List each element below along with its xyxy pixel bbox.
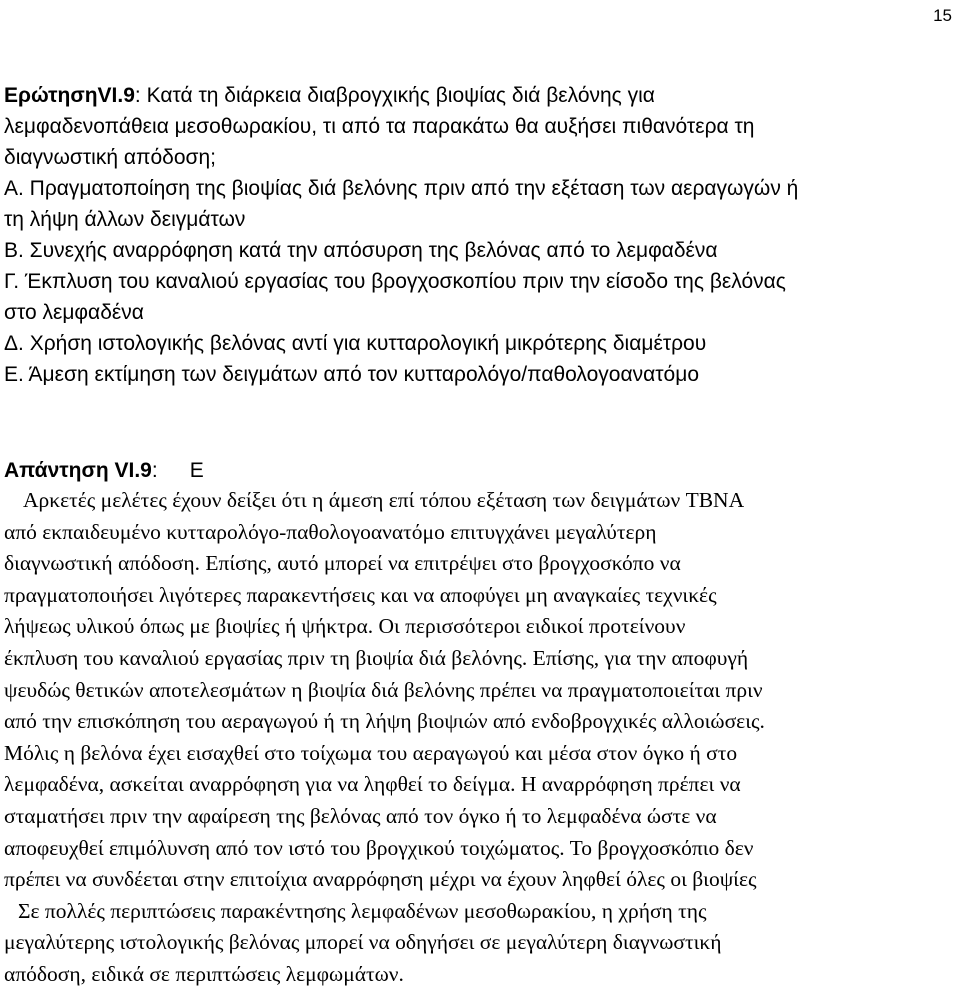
- option-d: Δ. Χρήση ιστολογικής βελόνας αντί για κυτταρολογική μικρότερης διαμέτρου: [4, 332, 707, 355]
- explanation-line: πραγματοποιήσει λιγότερες παρακεντήσεις και να αποφύγει μη αναγκαίες τεχνικές: [4, 582, 717, 607]
- option-a: Α. Πραγματοποίηση της βιοψίας διά βελόνης πριν από την εξέταση των αεραγωγών ή: [4, 177, 799, 200]
- explanation-line: Μόλις η βελόνα έχει εισαχθεί στο τοίχωμα του αεραγωγού και μέσα στον όγκο ή στο: [4, 740, 738, 765]
- explanation-line: λεμφαδένα, ασκείται αναρρόφηση για να ληφθεί το δείγμα. Η αναρρόφηση πρέπει να: [4, 772, 741, 797]
- explanation-line: από εκπαιδευμένο κυτταρολόγο-παθολογοανατόμο επιτυγχάνει μεγαλύτερη: [4, 519, 657, 544]
- explanation-line: μεγαλύτερης ιστολογικής βελόνας μπορεί να οδηγήσει σε μεγαλύτερη διαγνωστική: [4, 930, 722, 955]
- option-a-continued: τη λήψη άλλων δειγμάτων: [4, 208, 246, 231]
- explanation-line: ψευδώς θετικών αποτελεσμάτων η βιοψία διά βελόνης πρέπει να πραγματοποιείται πριν: [4, 677, 763, 702]
- page-number: 15: [933, 6, 952, 25]
- explanation-line: αποφευχθεί επιμόλυνση από τον ιστό του βρογχικού τοιχώματος. Το βρογχοσκόπιο δεν: [4, 835, 754, 860]
- explanation-line: από την επισκόπηση του αεραγωγού ή τη λήψη βιοψιών από ενδοβρογχικές αλλοιώσεις.: [4, 709, 765, 734]
- explanation-line: σταματήσει πριν την αφαίρεση της βελόνας από τον όγκο ή το λεμφαδένα ώστε να: [4, 803, 717, 828]
- question-separator: :: [134, 84, 147, 107]
- option-c-continued: στο λεμφαδένα: [4, 301, 144, 324]
- question-line-3: διαγνωστική απόδοση;: [4, 146, 216, 169]
- question: [4, 80, 946, 173]
- answer-label: Απάντηση VI.9: [4, 459, 152, 482]
- question-line-1: [4, 80, 946, 111]
- answer-colon: :: [151, 459, 158, 482]
- answer-letter: Ε: [189, 459, 204, 482]
- question-label: ΕρώτησηVI.9: [4, 84, 135, 107]
- explanation-line: απόδοση, ειδικά σε περιπτώσεις λεμφωμάτων.: [4, 961, 404, 986]
- explanation-line: λήψεως υλικού όπως με βιοψίες ή ψήκτρα. Οι περισσότεροι ειδικοί προτείνουν: [4, 614, 686, 639]
- option-c: Γ. Έκπλυση του καναλιού εργασίας του βρογχοσκοπίου πριν την είσοδο της βελόνας: [4, 270, 786, 293]
- question-line-2: λεμφαδενοπάθεια μεσοθωρακίου, τι από τα παρακάτω θα αυξήσει πιθανότερα τη: [4, 115, 755, 138]
- option-b: Β. Συνεχής αναρρόφηση κατά την απόσυρση της βελόνας από το λεμφαδένα: [4, 239, 718, 262]
- explanation-line: διαγνωστική απόδοση. Επίσης, αυτό μπορεί να επιτρέψει στο βρογχοσκόπο να: [4, 551, 681, 576]
- option-e: Ε. Άμεση εκτίμηση των δειγμάτων από τον κυτταρολόγο/παθολογοανατόμο: [4, 363, 699, 386]
- answer-options: [4, 173, 946, 390]
- explanation-line: έκπλυση του καναλιού εργασίας πριν τη βιοψία διά βελόνης. Επίσης, για την αποφυγή: [4, 645, 749, 670]
- explanation-line: Αρκετές μελέτες έχουν δείξει ότι η άμεση επί τόπου εξέταση των δειγμάτων TBNA: [23, 488, 745, 512]
- explanation-line: πρέπει να συνδέεται στην επιτοίχια αναρρόφηση μέχρι να έχουν ληφθεί όλες οι βιοψίες: [4, 867, 757, 892]
- answer-heading: [4, 455, 946, 486]
- question-text-1: Κατά τη διάρκεια διαβρογχικής βιοψίας διά βελόνης για: [146, 84, 655, 107]
- explanation-line: Σε πολλές περιπτώσεις παρακέντησης λεμφαδένων μεσοθωρακίου, η χρήση της: [18, 898, 707, 923]
- explanation: [4, 485, 946, 991]
